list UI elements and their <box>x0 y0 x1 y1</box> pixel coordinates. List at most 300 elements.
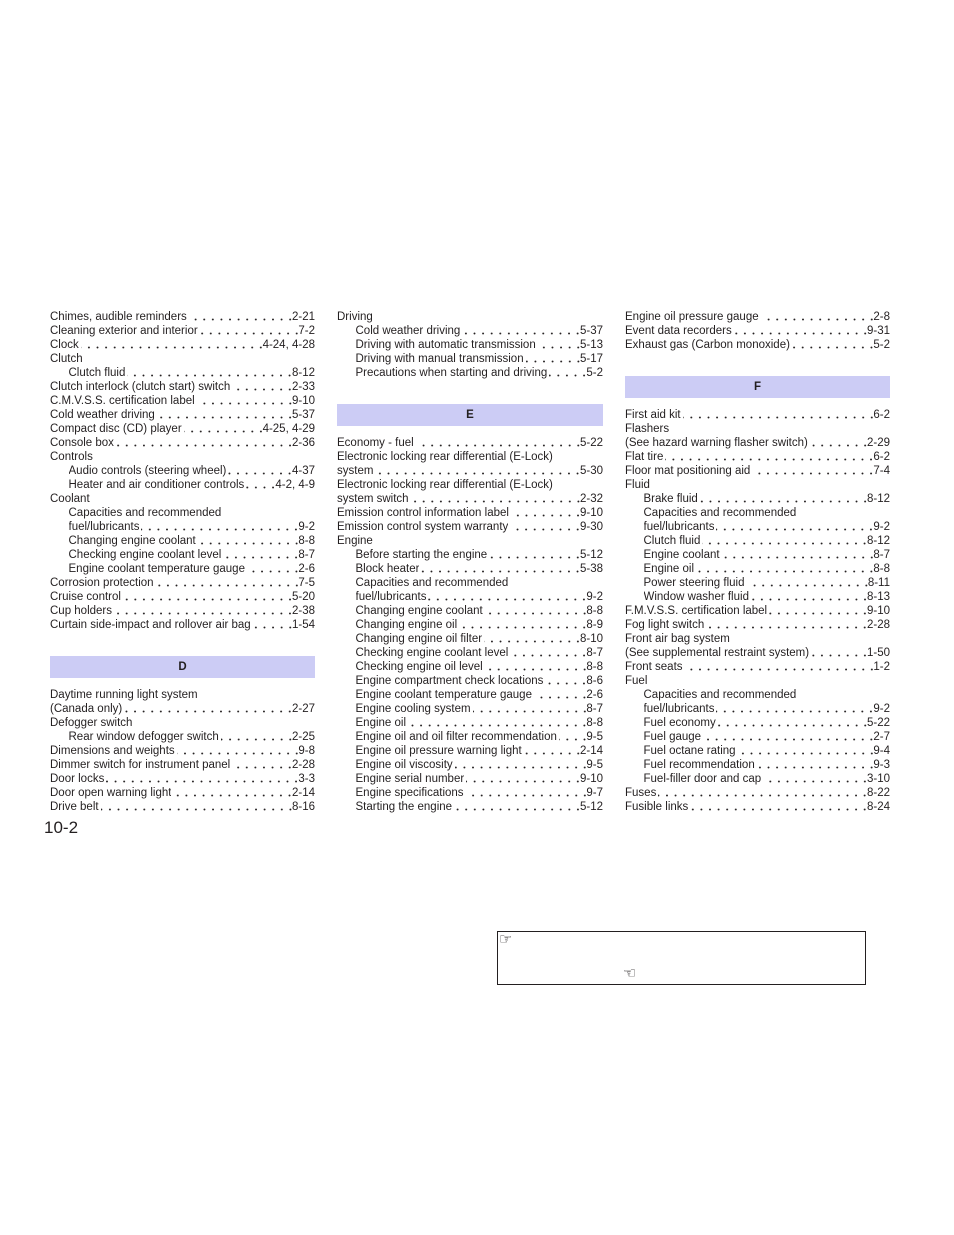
entry-label: Emission control system warranty <box>337 521 509 533</box>
index-entry <box>625 786 890 800</box>
index-entry <box>625 660 890 674</box>
entry-label: Engine serial number <box>355 773 465 785</box>
index-subentry <box>625 520 890 534</box>
dot-leader <box>459 626 586 629</box>
dot-leader <box>706 626 867 629</box>
entry-page-ref: 2-28 <box>866 619 890 631</box>
index-entry <box>337 478 603 492</box>
dot-leader <box>763 780 867 783</box>
dot-leader <box>81 346 263 349</box>
index-entry <box>625 408 890 422</box>
index-entry <box>50 688 315 702</box>
index-subentry <box>50 562 315 576</box>
index-subentry <box>50 520 315 534</box>
index-entry <box>337 506 603 520</box>
entry-label: Heater and air conditioner controls <box>68 479 245 491</box>
entry-label: Engine coolant temperature gauge <box>355 689 532 701</box>
entry-label: fuel/lubricants <box>68 521 140 533</box>
index-entry <box>625 800 890 814</box>
entry-label: C.M.V.S.S. certification label <box>50 395 195 407</box>
entry-page-ref: 2-14 <box>291 787 315 799</box>
index-subentry <box>337 758 603 772</box>
dot-leader <box>455 766 587 769</box>
entry-label: Checking engine coolant level <box>68 549 222 561</box>
entry-page-ref: 2-33 <box>291 381 315 393</box>
index-entry <box>337 492 603 506</box>
entry-label: Controls <box>50 451 93 463</box>
entry-label: Fuel gauge <box>643 731 702 743</box>
index-entry <box>625 310 890 324</box>
dot-leader <box>751 598 867 601</box>
dot-leader <box>232 388 292 391</box>
entry-page-ref: 2-36 <box>291 437 315 449</box>
index-entry <box>50 408 315 422</box>
index-entry <box>50 772 315 786</box>
dot-leader <box>722 556 874 559</box>
dot-leader <box>416 444 580 447</box>
entry-label: Precautions when starting and driving <box>355 367 548 379</box>
index-subentry <box>337 744 603 758</box>
entry-label: Engine cooling system <box>355 703 471 715</box>
entry-label: Fluid <box>625 479 650 491</box>
dot-leader <box>247 570 298 573</box>
index-entry <box>50 758 315 772</box>
entry-page-ref: 2-28 <box>291 759 315 771</box>
entry-page-ref: 9-4 <box>873 745 890 757</box>
dot-leader <box>703 738 873 741</box>
index-entry <box>625 632 890 646</box>
index-entry <box>50 604 315 618</box>
dot-leader <box>156 584 299 587</box>
entry-page-ref: 5-20 <box>291 591 315 603</box>
dot-leader <box>658 794 867 797</box>
entry-label: Corrosion protection <box>50 577 154 589</box>
index-column-3 <box>625 310 890 814</box>
dot-leader <box>124 710 292 713</box>
dot-leader <box>716 710 873 713</box>
dot-leader <box>700 500 867 503</box>
entry-page-ref: 8-8 <box>586 605 603 617</box>
entry-label: Door open warning light <box>50 787 172 799</box>
dot-leader <box>549 374 586 377</box>
entry-page-ref: 9-7 <box>586 787 603 799</box>
dot-leader <box>485 668 587 671</box>
dot-leader <box>718 724 867 727</box>
entry-label: Fuses <box>625 787 657 799</box>
entry-label: Checking engine coolant level <box>355 647 509 659</box>
index-entry <box>337 450 603 464</box>
index-subentry <box>337 590 603 604</box>
index-subentry <box>50 534 315 548</box>
index-subentry <box>625 576 890 590</box>
entry-page-ref: 9-5 <box>586 759 603 771</box>
dot-leader <box>769 612 867 615</box>
entry-label: Front seats <box>625 661 683 673</box>
index-subentry <box>625 562 890 576</box>
dot-leader <box>696 570 873 573</box>
dot-leader <box>683 416 874 419</box>
entry-page-ref: 5-22 <box>579 437 603 449</box>
entry-page-ref: 8-8 <box>586 661 603 673</box>
entry-label: Checking engine oil level <box>355 661 483 673</box>
index-subentry <box>337 604 603 618</box>
index-entry <box>50 352 315 366</box>
index-entry <box>50 450 315 464</box>
index-entry <box>625 338 890 352</box>
entry-label: Flat tire <box>625 451 664 463</box>
entry-label: (See supplemental restraint system) <box>625 647 810 659</box>
dot-leader <box>462 332 580 335</box>
entry-label: Capacities and recommended <box>68 507 222 519</box>
entry-page-ref: 9-2 <box>873 703 890 715</box>
index-subentry <box>625 716 890 730</box>
index-entry <box>625 478 890 492</box>
dot-leader <box>411 500 580 503</box>
entry-label: Fuel-filler door and cap <box>643 773 762 785</box>
entry-page-ref: 2-38 <box>291 605 315 617</box>
entry-page-ref: 6-2 <box>873 409 890 421</box>
dot-leader <box>752 472 873 475</box>
entry-label: Coolant <box>50 493 90 505</box>
index-entry <box>337 310 603 324</box>
entry-page-ref: 4-25, 4-29 <box>262 423 315 435</box>
entry-label: Changing engine coolant <box>355 605 483 617</box>
note-box <box>497 931 866 985</box>
entry-page-ref: 1-54 <box>291 619 315 631</box>
dot-leader <box>123 598 292 601</box>
entry-page-ref: 2-6 <box>298 563 315 575</box>
entry-label: Engine oil and oil filter recommendation <box>355 731 557 743</box>
index-subentry <box>337 688 603 702</box>
entry-label: Capacities and recommended <box>643 689 797 701</box>
dot-leader <box>559 738 587 741</box>
index-subentry <box>337 352 603 366</box>
entry-page-ref: 2-8 <box>873 311 890 323</box>
entry-label: Clutch <box>50 353 83 365</box>
dot-leader <box>526 360 580 363</box>
pointing-hand-right-icon <box>499 932 512 947</box>
page-number: 10-2 <box>44 818 79 837</box>
entry-label: Door locks <box>50 773 105 785</box>
entry-page-ref: 4-37 <box>291 465 315 477</box>
index-entry <box>50 338 315 352</box>
index-entry <box>625 464 890 478</box>
entry-label: Engine specifications <box>355 787 464 799</box>
index-entry <box>50 394 315 408</box>
index-entry <box>337 436 603 450</box>
entry-label: fuel/lubricants <box>643 521 715 533</box>
entry-page-ref: 5-2 <box>873 339 890 351</box>
dot-leader <box>223 556 298 559</box>
entry-page-ref: 2-25 <box>291 731 315 743</box>
entry-label: Cruise control <box>50 591 121 603</box>
index-subentry <box>337 660 603 674</box>
entry-label: Cold weather driving <box>355 325 461 337</box>
entry-page-ref: 1-50 <box>866 647 890 659</box>
dot-leader <box>408 724 586 727</box>
index-entry <box>337 520 603 534</box>
entry-label: Clutch fluid <box>68 367 126 379</box>
dot-leader <box>198 542 299 545</box>
dot-leader <box>485 612 587 615</box>
dot-leader <box>127 374 292 377</box>
entry-label: Cleaning exterior and interior <box>50 325 198 337</box>
dot-leader <box>510 654 586 657</box>
index-entry <box>50 702 315 716</box>
dot-leader <box>106 780 298 783</box>
dot-leader <box>232 766 292 769</box>
index-entry <box>50 716 315 730</box>
entry-page-ref: 8-12 <box>866 493 890 505</box>
entry-page-ref: 2-6 <box>586 689 603 701</box>
entry-label: Window washer fluid <box>643 591 749 603</box>
index-subentry <box>625 730 890 744</box>
entry-label: Dimmer switch for instrument panel <box>50 759 231 771</box>
entry-label: Engine <box>337 535 373 547</box>
entry-page-ref: 5-2 <box>586 367 603 379</box>
entry-page-ref: 8-11 <box>867 577 890 589</box>
entry-page-ref: 5-37 <box>291 409 315 421</box>
entry-label: Engine oil <box>355 717 407 729</box>
dot-leader <box>228 472 292 475</box>
entry-page-ref: 8-7 <box>586 647 603 659</box>
entry-label: Capacities and recommended <box>643 507 797 519</box>
entry-label: (See hazard warning flasher switch) <box>625 437 808 449</box>
dot-leader <box>200 332 299 335</box>
entry-label: Drive belt <box>50 801 99 813</box>
dot-leader <box>738 752 874 755</box>
entry-page-ref: 5-12 <box>579 549 603 561</box>
index-subentry <box>625 492 890 506</box>
index-subentry <box>337 576 603 590</box>
entry-label: system <box>337 465 374 477</box>
entry-page-ref: 2-32 <box>579 493 603 505</box>
index-entry <box>50 618 315 632</box>
entry-label: Engine compartment check locations <box>355 675 544 687</box>
entry-page-ref: 8-8 <box>586 717 603 729</box>
dot-leader <box>375 472 580 475</box>
entry-page-ref: 9-2 <box>298 521 315 533</box>
entry-page-ref: 9-3 <box>873 759 890 771</box>
section-header-e: E <box>337 404 603 426</box>
index-subentry <box>337 800 603 814</box>
dot-leader <box>454 808 580 811</box>
entry-page-ref: 2-27 <box>291 703 315 715</box>
entry-page-ref: 2-29 <box>866 437 890 449</box>
index-subentry <box>337 786 603 800</box>
entry-page-ref: 9-2 <box>586 591 603 603</box>
entry-label: Driving with automatic transmission <box>355 339 536 351</box>
index-entry <box>50 324 315 338</box>
index-subentry <box>625 772 890 786</box>
dot-leader <box>716 528 873 531</box>
entry-label: Before starting the engine <box>355 549 488 561</box>
entry-label: Rear window defogger switch <box>68 731 219 743</box>
entry-page-ref: 8-16 <box>291 801 315 813</box>
entry-page-ref: 2-7 <box>873 731 890 743</box>
index-subentry <box>625 702 890 716</box>
entry-label: fuel/lubricants <box>355 591 427 603</box>
dot-leader <box>534 696 586 699</box>
entry-label: Electronic locking rear differential (E-Lock) <box>337 479 553 491</box>
dot-leader <box>792 346 873 349</box>
entry-page-ref: 5-12 <box>579 801 603 813</box>
index-entry <box>625 450 890 464</box>
index-subentry <box>50 730 315 744</box>
dot-leader <box>747 584 868 587</box>
dot-leader <box>141 528 298 531</box>
index-subentry <box>337 716 603 730</box>
index-subentry <box>50 464 315 478</box>
index-entry <box>50 310 315 324</box>
index-entry <box>50 576 315 590</box>
dot-leader <box>757 766 874 769</box>
index-entry <box>50 492 315 506</box>
index-subentry <box>337 730 603 744</box>
dot-leader <box>177 752 299 755</box>
index-entry <box>625 422 890 436</box>
dot-leader <box>690 808 867 811</box>
entry-page-ref: 2-21 <box>291 311 315 323</box>
entry-page-ref: 8-22 <box>866 787 890 799</box>
index-entry <box>50 436 315 450</box>
entry-label: Cup holders <box>50 605 113 617</box>
entry-page-ref: 5-17 <box>579 353 603 365</box>
entry-label: Economy - fuel <box>337 437 414 449</box>
entry-label: Front air bag system <box>625 633 730 645</box>
entry-label: Brake fluid <box>643 493 698 505</box>
index-entry <box>50 590 315 604</box>
entry-label: First aid kit <box>625 409 681 421</box>
entry-page-ref: 8-12 <box>291 367 315 379</box>
index-subentry <box>625 506 890 520</box>
entry-label: Audio controls (steering wheel) <box>68 465 227 477</box>
entry-page-ref: 8-13 <box>866 591 890 603</box>
index-entry <box>50 744 315 758</box>
entry-label: Emission control information label <box>337 507 509 519</box>
entry-page-ref: 4-24, 4-28 <box>262 339 315 351</box>
index-subentry <box>625 590 890 604</box>
entry-page-ref: 7-5 <box>298 577 315 589</box>
index-entry <box>337 464 603 478</box>
dot-leader <box>538 346 580 349</box>
entry-label: Engine coolant <box>643 549 720 561</box>
entry-label: Fusible links <box>625 801 689 813</box>
dot-leader <box>761 318 874 321</box>
entry-label: Block heater <box>355 563 420 575</box>
entry-page-ref: 5-30 <box>579 465 603 477</box>
dot-leader <box>173 794 292 797</box>
dot-leader <box>246 486 275 489</box>
entry-page-ref: 8-6 <box>586 675 603 687</box>
entry-page-ref: 4-2, 4-9 <box>275 479 315 491</box>
entry-page-ref: 9-30 <box>579 521 603 533</box>
entry-page-ref: 7-4 <box>873 465 890 477</box>
entry-label: Starting the engine <box>355 801 453 813</box>
entry-label: Capacities and recommended <box>355 577 509 589</box>
dot-leader <box>197 402 292 405</box>
entry-page-ref: 3-10 <box>866 773 890 785</box>
index-entry <box>625 604 890 618</box>
entry-page-ref: 8-24 <box>866 801 890 813</box>
dot-leader <box>253 626 292 629</box>
entry-page-ref: 8-7 <box>298 549 315 561</box>
entry-label: Floor mat positioning aid <box>625 465 751 477</box>
index-entry <box>625 646 890 660</box>
index-entry <box>625 674 890 688</box>
dot-leader <box>114 612 292 615</box>
entry-page-ref: 9-8 <box>298 745 315 757</box>
index-column-1 <box>50 310 315 814</box>
entry-page-ref: 8-8 <box>298 535 315 547</box>
entry-label: Compact disc (CD) player <box>50 423 182 435</box>
entry-label: system switch <box>337 493 409 505</box>
entry-page-ref: 9-2 <box>873 521 890 533</box>
entry-label: Chimes, audible reminders <box>50 311 187 323</box>
dot-leader <box>811 654 867 657</box>
entry-label: Clutch interlock (clutch start) switch <box>50 381 231 393</box>
dot-leader <box>734 332 867 335</box>
entry-label: Engine oil pressure gauge <box>625 311 759 323</box>
dot-leader <box>101 808 292 811</box>
entry-label: Dimensions and weights <box>50 745 175 757</box>
entry-page-ref: 3-3 <box>298 773 315 785</box>
index-subentry <box>625 548 890 562</box>
entry-label: Driving <box>337 311 373 323</box>
dot-leader <box>524 752 580 755</box>
index-subentry <box>337 618 603 632</box>
entry-page-ref: 5-13 <box>579 339 603 351</box>
entry-page-ref: 7-2 <box>298 325 315 337</box>
index-subentry <box>625 744 890 758</box>
entry-label: Exhaust gas (Carbon monoxide) <box>625 339 790 351</box>
index-subentry <box>337 562 603 576</box>
entry-label: (Canada only) <box>50 703 123 715</box>
dot-leader <box>221 738 292 741</box>
entry-label: Fuel <box>625 675 648 687</box>
entry-page-ref: 8-12 <box>866 535 890 547</box>
dot-leader <box>702 542 867 545</box>
index-subentry <box>625 534 890 548</box>
dot-leader <box>545 682 586 685</box>
entry-label: Engine oil <box>643 563 695 575</box>
entry-page-ref: 5-22 <box>866 717 890 729</box>
index-subentry <box>337 632 603 646</box>
section-header-d: D <box>50 656 315 678</box>
dot-leader <box>466 794 587 797</box>
entry-page-ref: 9-10 <box>579 507 603 519</box>
dot-leader <box>189 318 292 321</box>
index-subentry <box>337 338 603 352</box>
index-subentry <box>625 688 890 702</box>
entry-page-ref: 8-8 <box>873 563 890 575</box>
index-subentry <box>337 548 603 562</box>
entry-page-ref: 2-14 <box>579 745 603 757</box>
dot-leader <box>810 444 867 447</box>
index-entry <box>50 380 315 394</box>
entry-label: Clutch fluid <box>643 535 701 547</box>
index-subentry <box>337 772 603 786</box>
entry-label: Cold weather driving <box>50 409 155 421</box>
index-subentry <box>50 548 315 562</box>
entry-page-ref: 9-10 <box>579 773 603 785</box>
index-subentry <box>50 366 315 380</box>
index-subentry <box>337 324 603 338</box>
dot-leader <box>428 598 586 601</box>
entry-page-ref: 9-5 <box>586 731 603 743</box>
index-subentry <box>625 758 890 772</box>
dot-leader <box>466 780 580 783</box>
